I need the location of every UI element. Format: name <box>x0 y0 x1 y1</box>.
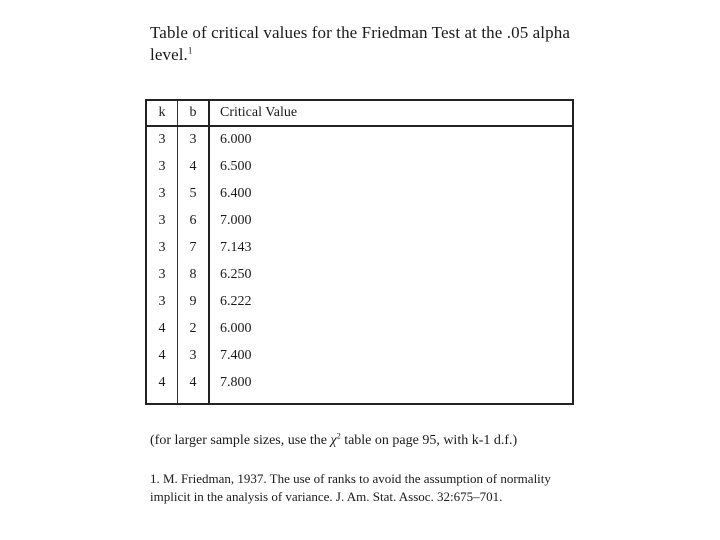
cell-b: 7 <box>178 235 210 262</box>
header-critical-value: Critical Value <box>209 100 573 126</box>
table-row <box>146 316 573 343</box>
table-row <box>146 235 573 262</box>
cell-critical-value: 7.000 <box>220 213 252 228</box>
cell-critical-value: 6.400 <box>220 186 252 201</box>
header-b: b <box>178 100 210 126</box>
cell-critical-value: 7.400 <box>220 348 252 363</box>
cell-b: 4 <box>178 370 210 404</box>
footnote <box>150 470 590 506</box>
cell-k: 3 <box>146 181 178 208</box>
table-row <box>146 208 573 235</box>
cell-b: 8 <box>178 262 210 289</box>
cell-b: 2 <box>178 316 210 343</box>
cell-k: 4 <box>146 343 178 370</box>
cell-k: 3 <box>146 126 178 154</box>
cell-b: 4 <box>178 154 210 181</box>
chi-symbol: χ <box>330 433 337 448</box>
cell-b: 3 <box>178 343 210 370</box>
cell-k: 4 <box>146 370 178 404</box>
table-row <box>146 289 573 316</box>
footnote-marker: 1 <box>187 45 193 56</box>
chi-superscript: 2 <box>336 431 341 441</box>
table-row <box>146 343 573 370</box>
cell-b: 3 <box>178 126 210 154</box>
cell-k: 3 <box>146 262 178 289</box>
cell-critical-value: 7.800 <box>220 375 252 390</box>
cell-critical-value: 6.250 <box>220 267 252 282</box>
cell-critical-value: 6.222 <box>220 294 252 309</box>
cell-k: 3 <box>146 208 178 235</box>
footnote-line-2: implicit in the analysis of variance. J. Am. Stat. Assoc. 32:675–701. <box>150 489 503 504</box>
cell-k: 3 <box>146 235 178 262</box>
table-row <box>146 154 573 181</box>
table-row <box>146 181 573 208</box>
table-row <box>146 262 573 289</box>
cell-b: 5 <box>178 181 210 208</box>
large-sample-note <box>150 433 517 449</box>
table-row <box>146 370 573 404</box>
cell-b: 6 <box>178 208 210 235</box>
critical-values-table <box>145 99 574 405</box>
header-k: k <box>146 100 178 126</box>
footnote-line-1: 1. M. Friedman, 1937. The use of ranks to avoid the assumption of normality <box>150 471 551 486</box>
cell-b: 9 <box>178 289 210 316</box>
page-title <box>150 22 570 66</box>
table-header-row <box>146 100 573 126</box>
note-after: table on page 95, with k-1 d.f.) <box>340 433 518 448</box>
cell-critical-value: 6.000 <box>220 132 252 147</box>
cell-critical-value: 7.143 <box>220 240 252 255</box>
cell-k: 4 <box>146 316 178 343</box>
cell-k: 3 <box>146 154 178 181</box>
table-row <box>146 126 573 154</box>
note-before: (for larger sample sizes, use the <box>150 433 331 448</box>
cell-critical-value: 6.500 <box>220 159 252 174</box>
cell-critical-value: 6.000 <box>220 321 252 336</box>
title-text: Table of critical values for the Friedman Test at the .05 alpha level. <box>150 23 570 64</box>
cell-k: 3 <box>146 289 178 316</box>
